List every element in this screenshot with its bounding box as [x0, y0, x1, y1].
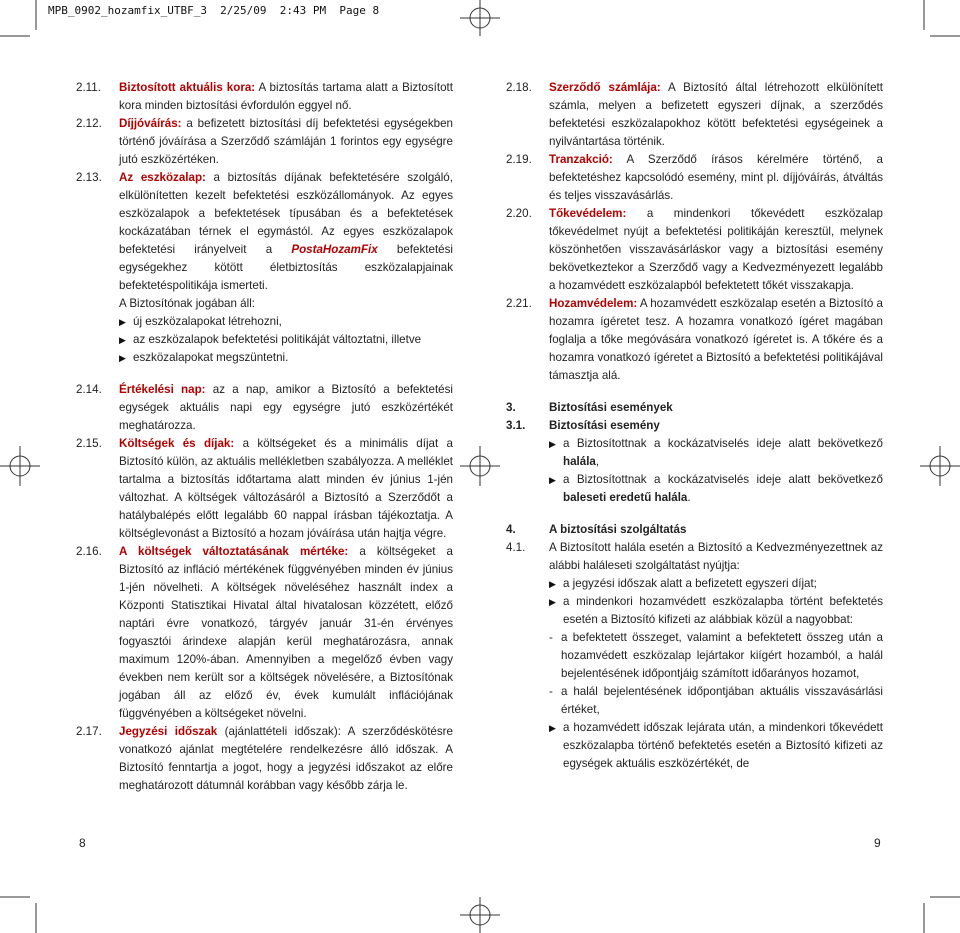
bullet-text: új eszközalapokat létrehozni,	[133, 315, 282, 328]
definition-text: a biztosítás díjának befektetésére szolgáló, elkülönítetten kezelt befektetési eszközállományok. Az egyes eszközalapok a befektetések típusában és a befektetések kockázatában térnek el egymástól. Az egyes eszközalapok befektetési irányelveit a	[119, 171, 453, 256]
bullet-text: a Biztosítottnak a kockázatviselés ideje alatt bekövetkező	[563, 437, 883, 450]
term: Díjjóváírás:	[119, 117, 182, 130]
definition-text: A Biztosító által létrehozott elkülönített számla, melyen a befizetett egyszeri díjnak, a szerződés befektetési eszközalapokhoz kötött befektetési egységeinek a nyilvántartása történik.	[549, 81, 883, 148]
brand-name: PostaHozamFix	[291, 243, 378, 256]
list-item	[119, 331, 453, 349]
page-number-left: 8	[79, 836, 86, 850]
item-number: 2.15.	[76, 437, 102, 450]
definition-text: (ajánlattételi időszak): A szerződéskötésre vonatkozó ajánlat megtételére rendelkezésre álló időszak. A Biztosító fenntartja a jogot, hogy a jegyzési időszakot az előre meghatározott dátumnál korábban vagy később zárja le.	[119, 725, 453, 792]
item-number: 2.14.	[76, 383, 102, 396]
section-number: 4.	[506, 523, 516, 536]
definition-2-18	[506, 79, 883, 151]
triangle-bullet-icon: ▶	[119, 335, 126, 345]
list-item	[549, 719, 883, 773]
definition-2-21	[506, 295, 883, 385]
section-3-1	[506, 417, 883, 507]
definition-2-20	[506, 205, 883, 295]
definition-2-12	[76, 115, 453, 169]
triangle-bullet-icon: ▶	[549, 723, 556, 733]
item-number: 2.19.	[506, 153, 532, 166]
page-number-right: 9	[874, 836, 881, 850]
triangle-bullet-icon: ▶	[549, 597, 556, 607]
term: Biztosított aktuális kora:	[119, 81, 256, 94]
item-number: 2.16.	[76, 545, 102, 558]
dash-item: - a befektetett összeget, valamint a befektetett összeg után a hozamvédett eszközalap lejártakor kiígért hozamból, a halál bejelentésének időpontjáig számított időarányos hozamot,	[549, 629, 883, 683]
definition-text: A hozamvédett eszközalap esetén a Biztosító a hozamra ígéretet tesz. A hozamra vonatkozó ígéret magában foglalja a tőke megóvására vonatkozó ígéretet is. A tőkére és a hozamra vonatkozó ígéretet a Biztosító a befektetési politikájával támasztja alá.	[549, 297, 883, 382]
bullet-text: a jegyzési időszak alatt a befizetett egyszeri díjat;	[563, 577, 817, 590]
definition-2-13	[76, 169, 453, 367]
term: Jegyzési időszak	[119, 725, 218, 738]
item-number: 2.18.	[506, 81, 532, 94]
term: Tőkevédelem:	[549, 207, 627, 220]
triangle-bullet-icon: ▶	[549, 439, 556, 449]
definition-2-11	[76, 79, 453, 115]
list-item	[119, 349, 453, 367]
triangle-bullet-icon: ▶	[119, 317, 126, 327]
term: Értékelési nap:	[119, 383, 206, 396]
section-4-1	[506, 539, 883, 773]
list-item	[549, 471, 883, 507]
bullet-punct: .	[687, 491, 691, 504]
left-column	[76, 79, 453, 795]
print-slug: MPB_0902_hozamfix_UTBF_3 2/25/09 2:43 PM Page 8	[48, 4, 380, 17]
definition-text: a mindenkori tőkevédett eszközalap tőkevédelmet nyújt a befektetési politikáján keresztül, melynek köszönhetően visszavásárláskor vagy a biztosítási esemény bekövetkeztekor a Szerződő vagy a Kedvezményezett legalább a hozamvédett eszközalapból befektetett tőkét visszakapja.	[549, 207, 883, 292]
term: Hozamvédelem:	[549, 297, 638, 310]
bullet-text: az eszközalapok befektetési politikáját változtatni, illetve	[133, 333, 422, 346]
definition-2-17	[76, 723, 453, 795]
dash-item: - a halál bejelentésének időpontjában aktuális visszavásárlási értéket,	[549, 683, 883, 719]
dash-text: a befektetett összeget, valamint a befektetett összeg után a hozamvédett eszközalap lejártakor kiígért hozamból, a halál bejelentésének időpontjáig számított időarányos hozamot,	[561, 631, 883, 680]
section-text: A Biztosított halála esetén a Biztosító a Kedvezményezettnek az alábbi haláleseti szolgáltatást nyújtja:	[549, 541, 883, 572]
section-heading-4	[506, 521, 883, 539]
item-number: 2.12.	[76, 117, 102, 130]
item-number: 2.13.	[76, 171, 102, 184]
definition-text: a költségeket és a minimális díjat a Biztosító külön, az aktuális mellékletben szabályozza. A melléklet tartalma a biztosítás időtartama alatt minden év június 1-jén változhat. A költségek változásáról a Biztosító a Szerződőt a hatálybalépés előtt legalább 60 nappal írásban tájékoztatja. A költséglevonást a Biztosító a hozam jóváírása után hajtja végre.	[119, 437, 454, 540]
term: Tranzakció:	[549, 153, 613, 166]
item-number: 2.11.	[76, 81, 101, 94]
definition-text-2: befektetési egységekhez kötött életbiztosítás eszközalapjainak befektetéspolitikája ismerteti.	[119, 243, 453, 292]
section-number: 3.	[506, 401, 516, 414]
definition-text: a költségeket a Biztosító az infláció mértékének függvényében minden év június 1-jén növelheti. A költségek növeléséhez használt index a Központi Statisztikai Hivatal által hivatalosan közzétett, előző naptári évre vonatkozó, tárgyév január 31-én érvényes fogyasztói árindexe alapján kerül meghatározásra, annak maximum 120%-ában. Amennyiben a megelőző évben vagy években nem került sor a költségek növelésére, a Biztosítónak jogában áll az előző év, évek kumulált inflációjának függvényében a költségeket növelni.	[119, 545, 453, 720]
definition-text: A biztosítás tartama alatt a Biztosított kora minden biztosítási évfordulón eggyel nő.	[119, 81, 454, 112]
list-item	[549, 575, 883, 593]
right-column	[506, 79, 883, 773]
bullet-text: a hozamvédett időszak lejárata után, a mindenkori tőkevédett eszközalapba történő befektetés esetén a Biztosító kifizeti az egységek aktuális eszközértékét, de	[563, 721, 883, 770]
item-number: 2.20.	[506, 207, 532, 220]
section-heading-3	[506, 399, 883, 417]
definition-2-15	[76, 435, 453, 543]
bullet-text: eszközalapokat megszüntetni.	[133, 351, 289, 364]
term: Az eszközalap:	[119, 171, 206, 184]
definition-text: az a nap, amikor a Biztosító a befektetési egységek aktuális napi egy egységre jutó eszközértékét meghatározza.	[119, 383, 453, 432]
definition-2-16	[76, 543, 453, 723]
dash-text: a halál bejelentésének időpontjában aktuális visszavásárlási értéket,	[561, 685, 883, 716]
section-title: A biztosítási szolgáltatás	[549, 523, 687, 536]
bullet-punct: ,	[595, 455, 600, 468]
item-number: 2.21.	[506, 297, 532, 310]
list-item	[549, 593, 883, 629]
list-item	[549, 435, 883, 471]
definition-text: a befizetett biztosítási díj befektetési egységekben történő jóváírása a Szerződő számláján 1 forintos egy egységre jutó eszközértéken.	[119, 117, 453, 166]
definition-2-19	[506, 151, 883, 205]
term: Szerződő számlája:	[549, 81, 661, 94]
rights-intro: A Biztosítónak jogában áll:	[119, 297, 255, 310]
triangle-bullet-icon: ▶	[549, 475, 556, 485]
bullet-text: a Biztosítottnak a kockázatviselés ideje alatt bekövetkező	[563, 473, 883, 486]
list-item	[119, 313, 453, 331]
section-title: Biztosítási esemény	[549, 419, 660, 432]
definition-text: A Szerződő írásos kérelmére történő, a befektetéshez kapcsolódó esemény, mint pl. díjjóváírás, átváltás és teljes visszavásárlás.	[549, 153, 883, 202]
item-number: 2.17.	[76, 725, 102, 738]
bullet-emphasis: baleseti eredetű halála	[563, 491, 688, 504]
bullet-emphasis: halála	[563, 455, 596, 468]
term: A költségek változtatásának mértéke:	[119, 545, 349, 558]
section-number: 4.1.	[506, 541, 526, 554]
triangle-bullet-icon: ▶	[549, 579, 556, 589]
definition-2-14	[76, 381, 453, 435]
section-title: Biztosítási események	[549, 401, 673, 414]
section-number: 3.1.	[506, 419, 526, 432]
bullet-text: a mindenkori hozamvédett eszközalapba történt befektetés esetén a Biztosító kifizeti az alábbiak közül a nagyobbat:	[563, 595, 883, 626]
term: Költségek és díjak:	[119, 437, 235, 450]
triangle-bullet-icon: ▶	[119, 353, 126, 363]
